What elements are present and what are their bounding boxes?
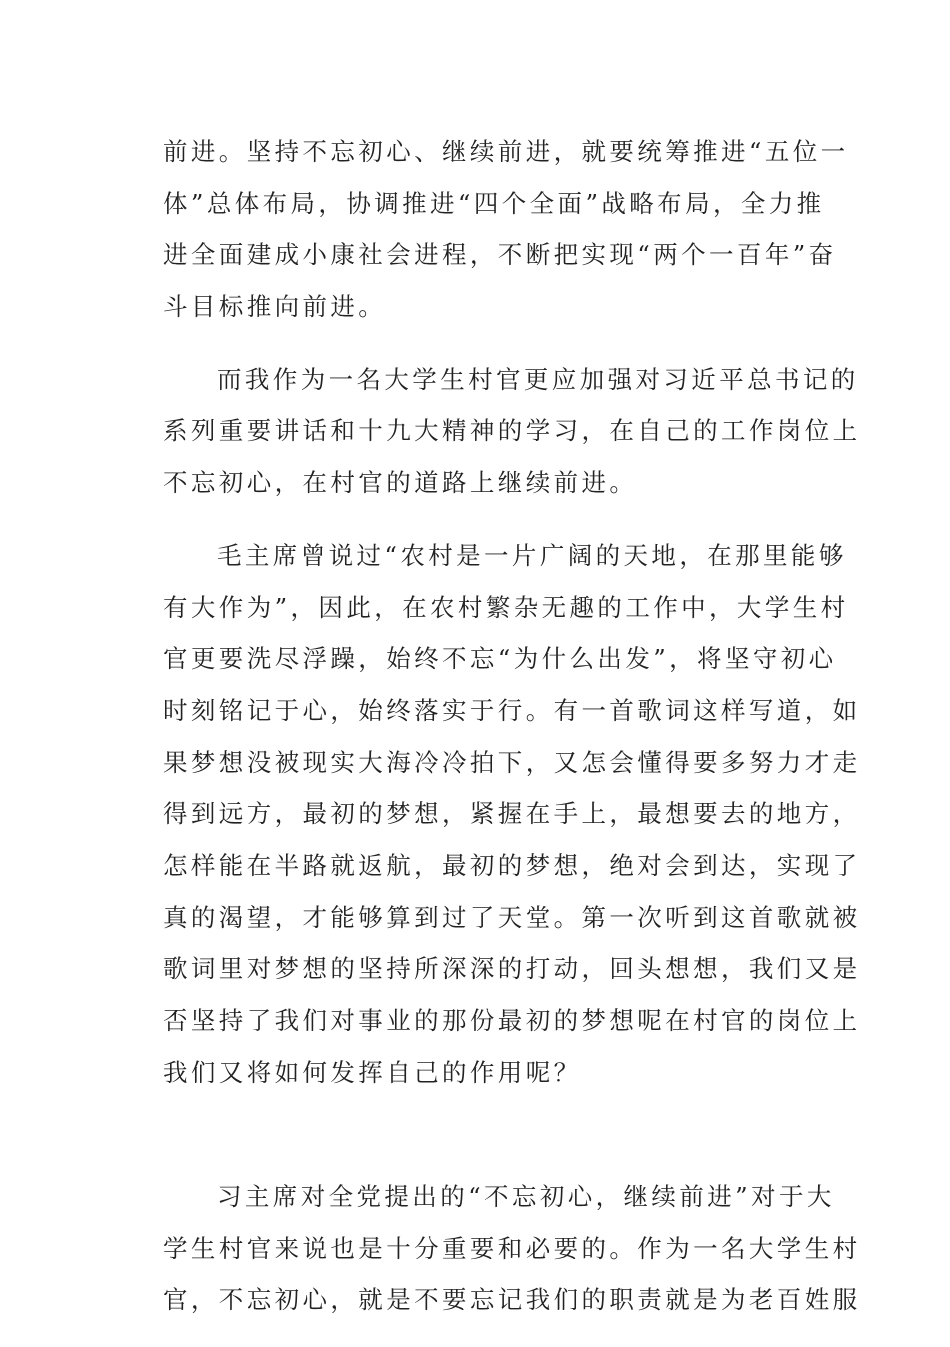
text-line: 体”总体布局，协调推进“四个全面”战略布局，全力推 (163, 188, 825, 218)
document-body (163, 126, 861, 1347)
paragraph-1 (163, 126, 849, 333)
text-line: 进全面建成小康社会进程，不断把实现“两个一百年”奋 (163, 240, 837, 270)
text-line: 真的渴望，才能够算到过了天堂。第一次听到这首歌就被 (163, 902, 861, 932)
text-line: 我们又将如何发挥自己的作用呢？ (163, 1057, 582, 1087)
text-line: 歌词里对梦想的坚持所深深的打动，回头想想，我们又是 (163, 954, 861, 984)
text-line: 得到远方，最初的梦想，紧握在手上，最想要去的地方， (163, 799, 861, 829)
text-line: 系列重要讲话和十九大精神的学习，在自己的工作岗位上 (163, 416, 861, 446)
text-line: 果梦想没被现实大海冷冷拍下，又怎会懂得要多努力才走 (163, 747, 861, 777)
text-line: 习主席对全党提出的“不忘初心，继续前进”对于大 (217, 1182, 835, 1212)
paragraph-3 (163, 530, 861, 1150)
text-line: 官，不忘初心，就是不要忘记我们的职责就是为老百姓服 (163, 1285, 861, 1315)
text-line: 而我作为一名大学生村官更应加强对习近平总书记的 (217, 364, 859, 394)
text-line: 官更要洗尽浮躁，始终不忘“为什么出发”，将坚守初心 (163, 644, 837, 674)
text-line: 怎样能在半路就返航，最初的梦想，绝对会到达，实现了 (163, 850, 861, 880)
paragraph-2 (163, 354, 861, 509)
paragraph-4 (163, 1171, 861, 1326)
text-line: 不忘初心，在村官的道路上继续前进。 (163, 468, 638, 498)
text-line: 否坚持了我们对事业的那份最初的梦想呢在村官的岗位上 (163, 1006, 861, 1035)
text-line: 时刻铭记于心，始终落实于行。有一首歌词这样写道，如 (163, 695, 861, 725)
text-line: 前进。坚持不忘初心、继续前进，就要统筹推进“五位一 (163, 137, 849, 166)
text-line: 学生村官来说也是十分重要和必要的。作为一名大学生村 (163, 1233, 861, 1263)
text-line: 斗目标推向前进。 (163, 292, 387, 322)
text-line: 有大作为”，因此，在农村繁杂无趣的工作中，大学生村 (163, 592, 849, 622)
text-line: 毛主席曾说过“农村是一片广阔的天地，在那里能够 (217, 540, 847, 570)
text-line (163, 1098, 803, 1150)
